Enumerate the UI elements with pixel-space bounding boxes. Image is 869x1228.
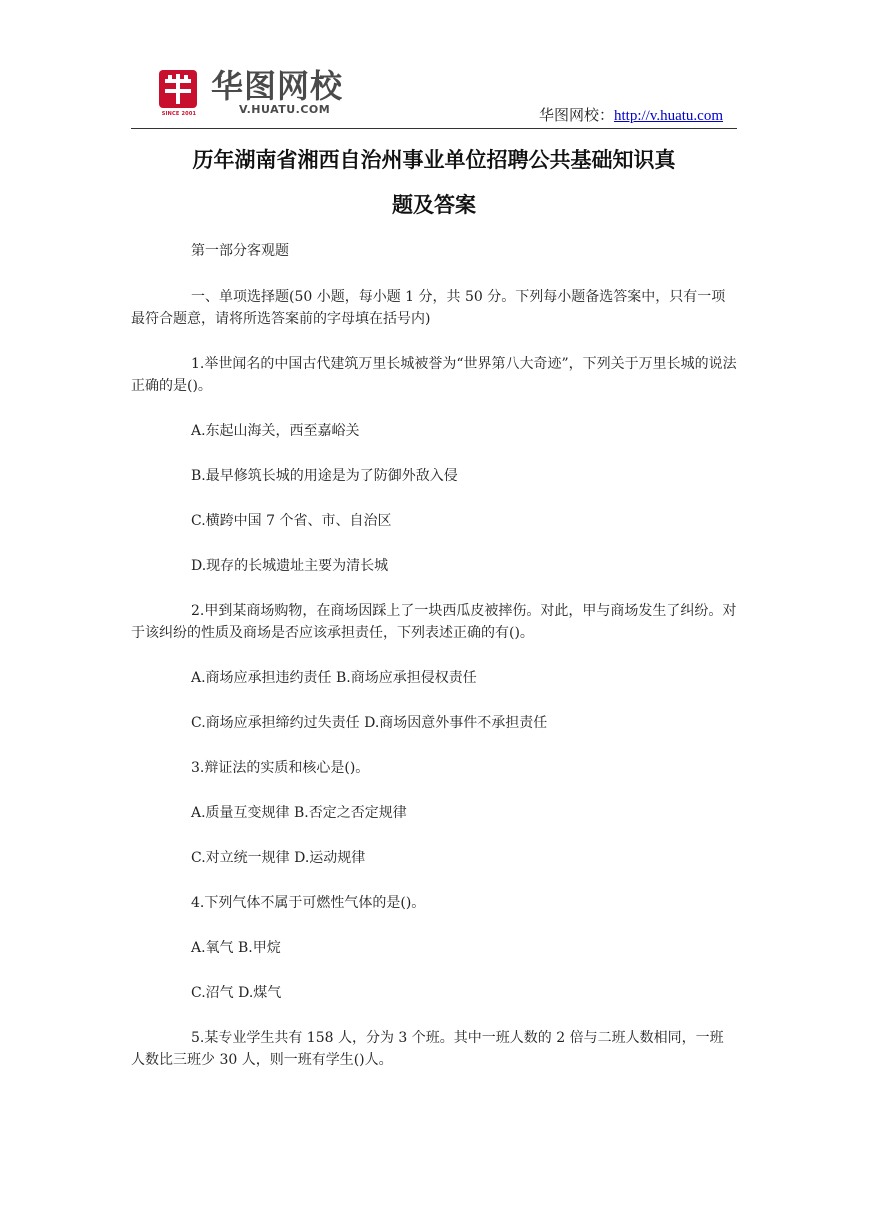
document-title — [131, 138, 737, 228]
question-2-options-ab: A.商场应承担违约责任 B.商场应承担侵权责任 — [191, 670, 477, 686]
logo-wordmark: 华图网校 — [211, 67, 344, 105]
question-4: 4.下列气体不属于可燃性气体的是()。 — [191, 895, 426, 911]
question-3-options-ab: A.质量互变规律 B.否定之否定规律 — [191, 805, 407, 821]
question-1-option-b: B.最早修筑长城的用途是为了防御外敌入侵 — [191, 468, 458, 484]
header-divider — [131, 128, 737, 129]
question-1-option-c: C.横跨中国 7 个省、市、自治区 — [191, 513, 392, 529]
document-body — [131, 240, 737, 1071]
site-label-text: 华图网校： — [538, 106, 614, 124]
site-label — [539, 104, 723, 125]
huatu-logo-mark-icon — [159, 70, 197, 108]
question-3-options-cd: C.对立统一规律 D.运动规律 — [191, 850, 366, 866]
instructions: 一、单项选择题(50 小题，每小题 1 分，共 50 分。下列每小题备选答案中，只有一项最符合题意，请将所选答案前的字母填在括号内) — [131, 289, 726, 327]
question-2-options-cd: C.商场应承担缔约过失责任 D.商场因意外事件不承担责任 — [191, 715, 548, 731]
page-header — [131, 62, 737, 128]
question-1-option-a: A.东起山海关，西至嘉峪关 — [191, 423, 360, 439]
logo-url-text: V.HUATU.COM — [239, 103, 331, 116]
question-2: 2.甲到某商场购物，在商场因踩上了一块西瓜皮被摔伤。对此，甲与商场发生了纠纷。对于该纠纷的性质及商场是否应该承担责任，下列表述正确的有()。 — [131, 603, 737, 641]
section-heading: 第一部分客观题 — [191, 243, 289, 259]
question-3: 3.辩证法的实质和核心是()。 — [191, 760, 370, 776]
question-4-options-ab: A.氧气 B.甲烷 — [191, 940, 281, 956]
question-1: 1.举世闻名的中国古代建筑万里长城被誉为“世界第八大奇迹”，下列关于万里长城的说法正确的是()。 — [131, 356, 737, 394]
title-line-1: 历年湖南省湘西自治州事业单位招聘公共基础知识真 — [192, 148, 676, 172]
question-4-options-cd: C.沼气 D.煤气 — [191, 985, 282, 1001]
question-1-option-d: D.现存的长城遗址主要为清长城 — [191, 558, 389, 574]
title-line-2: 题及答案 — [392, 193, 476, 217]
site-link[interactable]: http://v.huatu.com — [613, 108, 723, 124]
huatu-logo — [159, 68, 379, 122]
logo-since-text: SINCE 2001 — [161, 111, 197, 117]
question-5: 5.某专业学生共有 158 人，分为 3 个班。其中一班人数的 2 倍与二班人数相同，一班人数比三班少 30 人，则一班有学生()人。 — [131, 1030, 724, 1068]
